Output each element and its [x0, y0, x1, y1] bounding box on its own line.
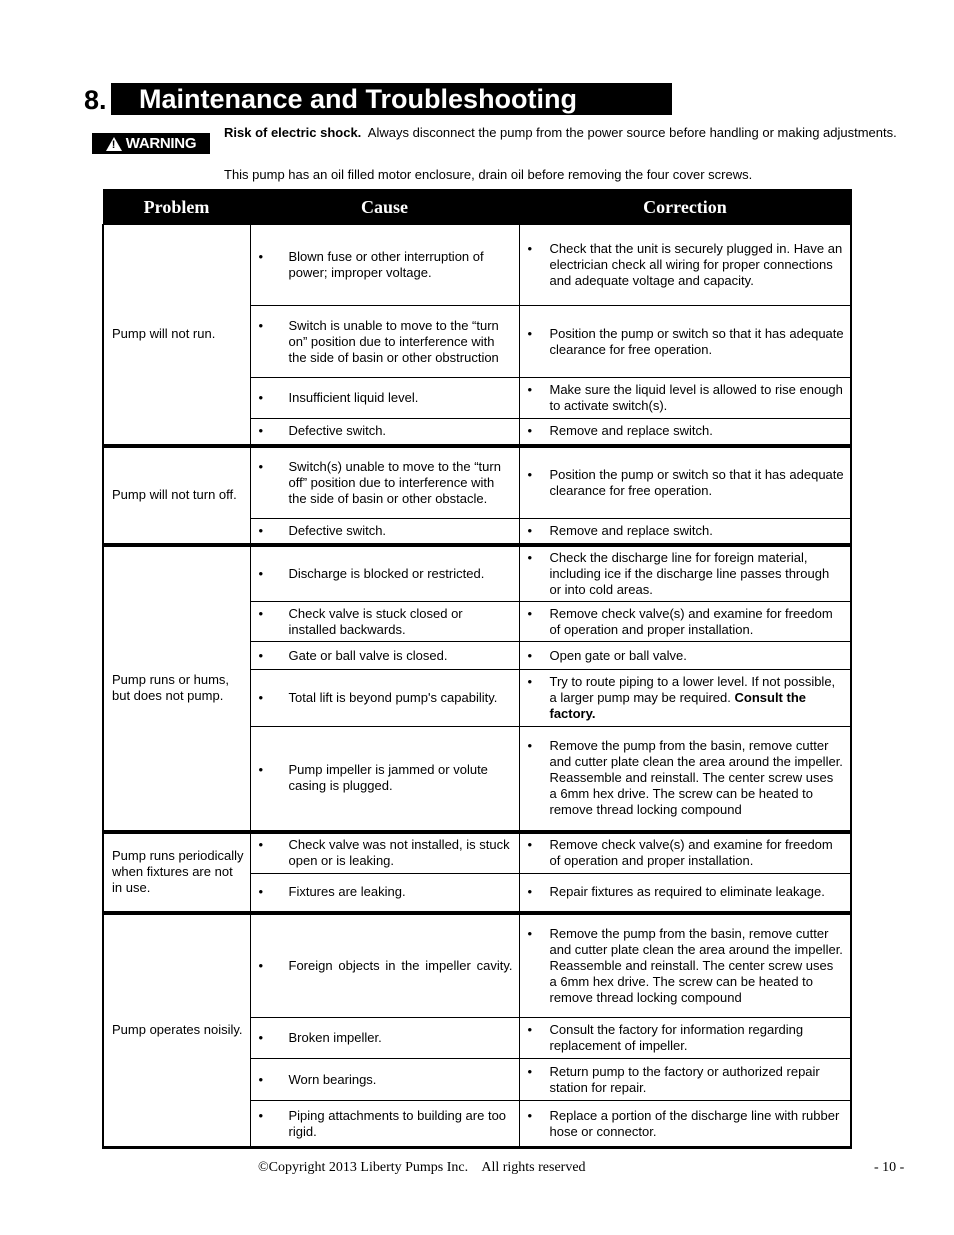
correction-text: Remove and replace switch.	[549, 423, 713, 439]
correction-cell: • Replace a portion of the discharge line with rubber hose or connector.	[519, 1101, 851, 1148]
cause-cell: • Worn bearings.	[250, 1059, 519, 1101]
table-row	[103, 225, 851, 306]
correction-text: Open gate or ball valve.	[549, 647, 687, 663]
cause-text: Check valve was not installed, is stuck open or is leaking.	[288, 837, 510, 869]
oil-note: This pump has an oil filled motor enclosure, drain oil before removing the four cover screws.	[224, 167, 753, 182]
correction-text: Check that the unit is securely plugged in. Have an electrician check all wiring for proper connections and adequate voltage and capacity.	[549, 241, 843, 288]
warning-text	[224, 124, 898, 141]
correction-emphasis: Consult the factory.	[549, 690, 806, 721]
correction-text: Repair fixtures as required to eliminate leakage.	[549, 884, 825, 900]
cause-cell: • Check valve was not installed, is stuck open or is leaking.	[250, 832, 519, 874]
cause-text: Defective switch.	[288, 423, 387, 439]
correction-text: Consult the factory for information regarding replacement of impeller.	[549, 1022, 804, 1053]
warning-lead: Risk of electric shock.	[224, 125, 362, 140]
troubleshooting-table	[102, 189, 852, 1149]
section-title: Maintenance and Troubleshooting	[111, 83, 672, 115]
table-row	[103, 832, 851, 874]
cause-text: Switch(s) unable to move to the “turn off” position due to interference with the side of basin or other obstacle.	[288, 458, 501, 506]
header-problem: Problem	[103, 190, 250, 225]
cause-text: Discharge is blocked or restricted.	[288, 565, 485, 581]
correction-cell: • Remove the pump from the basin, remove cutter and cutter plate clean the area around the impeller. Reassemble and reinstall. The center screw uses a 6mm hex drive. The screw can be heated to remove thread locking compound	[519, 727, 851, 832]
cause-cell: • Switch is unable to move to the “turn on” position due to interference with the side of basin or other obstruction	[250, 306, 519, 378]
cause-text: Piping attachments to building are too rigid.	[288, 1107, 507, 1139]
cause-cell: • Total lift is beyond pump's capability.	[250, 670, 519, 727]
cause-text: Defective switch.	[288, 522, 387, 538]
footer-copyright: ©Copyright 2013 Liberty Pumps Inc. All rights reserved	[258, 1160, 586, 1175]
warning-badge-label: WARNING	[125, 135, 197, 152]
cause-text: Switch is unable to move to the “turn on” position due to interference with the side of basin or other obstruction	[288, 317, 499, 365]
correction-cell: • Position the pump or switch so that it has adequate clearance for free operation.	[519, 306, 851, 378]
table-row	[103, 545, 851, 602]
correction-text: Make sure the liquid level is allowed to rise enough to activate switch(s).	[549, 382, 843, 413]
correction-cell: • Consult the factory for information regarding replacement of impeller.	[519, 1018, 851, 1059]
correction-cell: • Remove and replace switch.	[519, 519, 851, 545]
cause-text: Worn bearings.	[288, 1071, 377, 1087]
correction-cell: • Remove check valve(s) and examine for freedom of operation and proper installation.	[519, 602, 851, 642]
cause-text: Fixtures are leaking.	[288, 884, 406, 900]
correction-cell: • Check that the unit is securely plugged in. Have an electrician check all wiring for proper connections and adequate voltage and capacity.	[519, 225, 851, 306]
correction-text: Check the discharge line for foreign material, including ice if the discharge line passes through or into cold areas.	[549, 549, 830, 597]
cause-cell: • Defective switch.	[250, 419, 519, 446]
correction-cell: • Remove the pump from the basin, remove cutter and cutter plate clean the area around the impeller. Reassemble and reinstall. The center screw uses a 6mm hex drive. The screw can be heated to remove thread locking compound	[519, 913, 851, 1018]
warning-triangle-icon	[106, 137, 122, 151]
correction-text: Remove and replace switch.	[549, 522, 713, 538]
header-correction: Correction	[519, 190, 851, 225]
cause-cell: • Broken impeller.	[250, 1018, 519, 1059]
correction-text: Replace a portion of the discharge line with rubber hose or connector.	[549, 1107, 840, 1139]
cause-cell: • Discharge is blocked or restricted.	[250, 545, 519, 602]
table-row	[103, 446, 851, 519]
cause-cell: • Insufficient liquid level.	[250, 378, 519, 419]
cause-cell: • Blown fuse or other interruption of power; improper voltage.	[250, 225, 519, 306]
problem-cell: Pump will not run.	[103, 225, 250, 446]
cause-cell: • Switch(s) unable to move to the “turn off” position due to interference with the side of basin or other obstacle.	[250, 446, 519, 519]
correction-text: Try to route piping to a lower level. If not possible, a larger pump may be required.	[549, 674, 836, 705]
correction-text: Remove the pump from the basin, remove cutter and cutter plate clean the area around the impeller. Reassemble and reinstall. The center screw uses a 6mm hex drive. The screw can be heated to remove thread locking compound	[549, 925, 843, 1005]
cause-text: Pump impeller is jammed or volute casing is plugged.	[288, 762, 488, 794]
problem-cell: Pump runs or hums, but does not pump.	[103, 545, 250, 832]
correction-cell: • Position the pump or switch so that it has adequate clearance for free operation.	[519, 446, 851, 519]
correction-text: Remove the pump from the basin, remove cutter and cutter plate clean the area around the impeller. Reassemble and reinstall. The center screw uses a 6mm hex drive. The screw can be heated to remove thread locking compound	[549, 738, 843, 818]
cause-cell: • Fixtures are leaking.	[250, 874, 519, 913]
problem-cell: Pump will not turn off.	[103, 446, 250, 545]
correction-text: Remove check valve(s) and examine for freedom of operation and proper installation.	[549, 837, 833, 869]
cause-cell: • Piping attachments to building are too rigid.	[250, 1101, 519, 1148]
header-cause: Cause	[250, 190, 519, 225]
cause-cell: • Check valve is stuck closed or installed backwards.	[250, 602, 519, 642]
page-number: - 10 -	[874, 1160, 905, 1175]
cause-cell: • Pump impeller is jammed or volute casing is plugged.	[250, 727, 519, 832]
cause-text: Gate or ball valve is closed.	[288, 647, 448, 663]
cause-text: Total lift is beyond pump's capability.	[288, 690, 498, 705]
cause-text: Broken impeller.	[288, 1030, 382, 1045]
correction-cell: • Try to route piping to a lower level. If not possible, a larger pump may be required. Consult the factory.	[519, 670, 851, 727]
cause-text: Blown fuse or other interruption of power; improper voltage.	[288, 249, 484, 280]
problem-cell: Pump operates noisily.	[103, 913, 250, 1148]
cause-text: Check valve is stuck closed or installed backwards.	[288, 605, 463, 637]
warning-body: Always disconnect the pump from the power source before handling or making adjustments.	[367, 125, 897, 140]
table-row	[103, 913, 851, 1018]
cause-text: Insufficient liquid level.	[288, 390, 419, 405]
correction-cell: • Make sure the liquid level is allowed to rise enough to activate switch(s).	[519, 378, 851, 419]
cause-cell: • Gate or ball valve is closed.	[250, 642, 519, 670]
correction-text: Position the pump or switch so that it has adequate clearance for free operation.	[549, 325, 844, 357]
problem-cell: Pump runs periodically when fixtures are not in use.	[103, 832, 250, 913]
cause-text: Foreign objects in the impeller cavity.	[288, 957, 513, 973]
correction-cell: • Remove check valve(s) and examine for freedom of operation and proper installation.	[519, 832, 851, 874]
correction-cell: • Repair fixtures as required to eliminate leakage.	[519, 874, 851, 913]
correction-cell: • Check the discharge line for foreign material, including ice if the discharge line passes through or into cold areas.	[519, 545, 851, 602]
correction-cell: • Remove and replace switch.	[519, 419, 851, 446]
correction-text: Return pump to the factory or authorized repair station for repair.	[549, 1063, 820, 1095]
correction-text: Remove check valve(s) and examine for freedom of operation and proper installation.	[549, 605, 833, 637]
correction-text: Position the pump or switch so that it has adequate clearance for free operation.	[549, 466, 844, 498]
cause-cell: • Foreign objects in the impeller cavity.	[250, 913, 519, 1018]
warning-badge	[92, 133, 210, 154]
correction-cell: • Return pump to the factory or authorized repair station for repair.	[519, 1059, 851, 1101]
section-number: 8.	[84, 85, 107, 115]
table-header-row	[103, 190, 851, 225]
correction-cell: • Open gate or ball valve.	[519, 642, 851, 670]
cause-cell: • Defective switch.	[250, 519, 519, 545]
